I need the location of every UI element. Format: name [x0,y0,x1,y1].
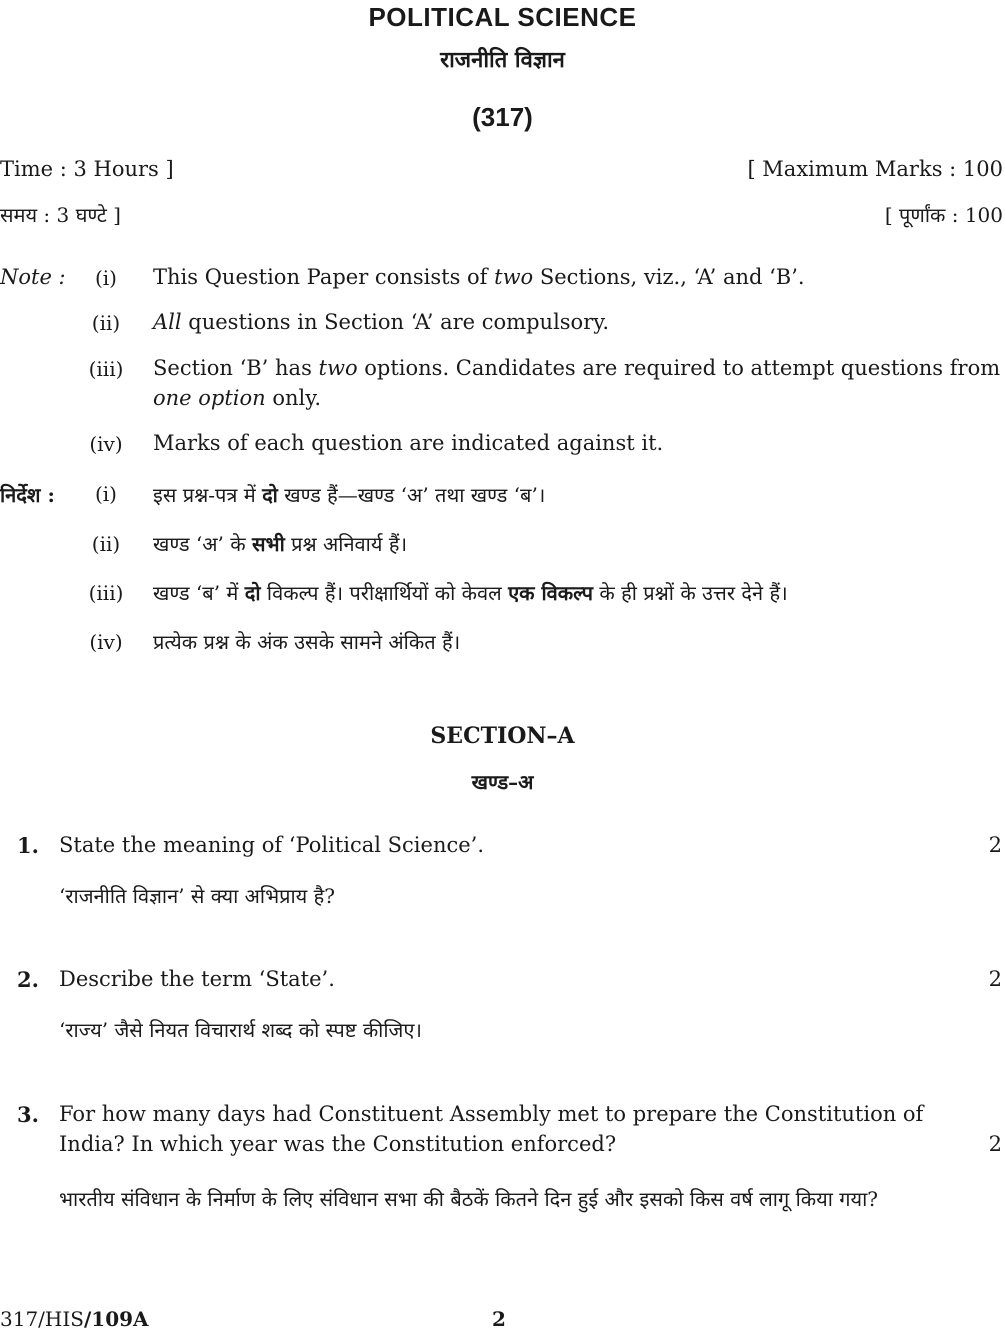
section-title-hindi: खण्ड–अ [471,770,534,794]
note-item-2: All questions in Section ‘A’ are compulsory. [153,310,609,334]
note-item-3: Section ‘B’ has two options. Candidates are required to attempt questions from one option only. [153,356,1001,410]
time-label: Time : 3 Hours ] [0,157,174,181]
note-hindi-item-num: (iii) [88,581,124,605]
note-item-1: This Question Paper consists of two Sections, viz., ‘A’ and ‘B’. [153,265,805,289]
note-label: Note : [0,265,66,289]
note-hindi-item-num: (iv) [89,630,123,654]
note-label-hindi: निर्देश : [0,483,55,507]
note-item-num: (iv) [89,432,123,456]
note-hindi-item-2: खण्ड ‘अ’ के सभी प्रश्न अनिवार्य हैं। [153,532,408,556]
note-hindi-item-4: प्रत्येक प्रश्न के अंक उसके सामने अंकित हैं। [153,630,461,654]
paper-title-hindi: राजनीति विज्ञान [440,47,565,73]
page-number: 2 [492,1307,506,1331]
question-text-hindi: भारतीय संविधान के निर्माण के लिए संविधान सभा की बैठकें कितने दिन हुई और इसको किस वर्ष लागू किया गया? [59,1187,879,1211]
note-item-num: (ii) [91,311,121,335]
question-number: 2. [17,967,39,992]
note-item-4: Marks of each question are indicated against it. [153,431,664,455]
time-label-hindi: समय : 3 घण्टे ] [0,203,121,227]
question-number: 3. [17,1102,39,1127]
max-marks-label: [ Maximum Marks : 100 [747,157,1003,181]
question-text-hindi: ‘राजनीति विज्ञान’ से क्या अभिप्राय है? [59,884,335,908]
note-item-num: (i) [94,266,117,290]
footer-paper-code: 317/HIS/109A [0,1307,149,1331]
question-text-hindi: ‘राज्य’ जैसे नियत विचारार्थ शब्द को स्पष्ट कीजिए। [59,1018,423,1042]
paper-title: POLITICAL SCIENCE [368,2,637,32]
section-title: SECTION–A [430,723,575,749]
question-number: 1. [17,833,39,858]
question-marks: 2 [988,967,1002,991]
question-text: State the meaning of ‘Political Science’. [59,833,485,857]
question-text: Describe the term ‘State’. [59,967,335,991]
question-text: For how many days had Constituent Assembly met to prepare the Constitution of India? In which year was the Constitution enforced? [59,1102,924,1156]
note-hindi-item-3: खण्ड ‘ब’ में दो विकल्प हैं। परीक्षार्थियों को केवल एक विकल्प के ही प्रश्नों के उत्तर देने हैं। [153,581,788,605]
note-item-num: (iii) [88,357,124,381]
question-marks: 2 [988,833,1002,857]
paper-code: (317) [472,102,533,132]
note-hindi-item-1: इस प्रश्न-पत्र में दो खण्ड हैं—खण्ड ‘अ’ तथा खण्ड ‘ब’। [153,483,546,507]
question-marks: 2 [988,1132,1002,1156]
note-hindi-item-num: (i) [94,482,117,506]
note-hindi-item-num: (ii) [91,532,121,556]
max-marks-label-hindi: [ पूर्णांक : 100 [884,203,1003,227]
